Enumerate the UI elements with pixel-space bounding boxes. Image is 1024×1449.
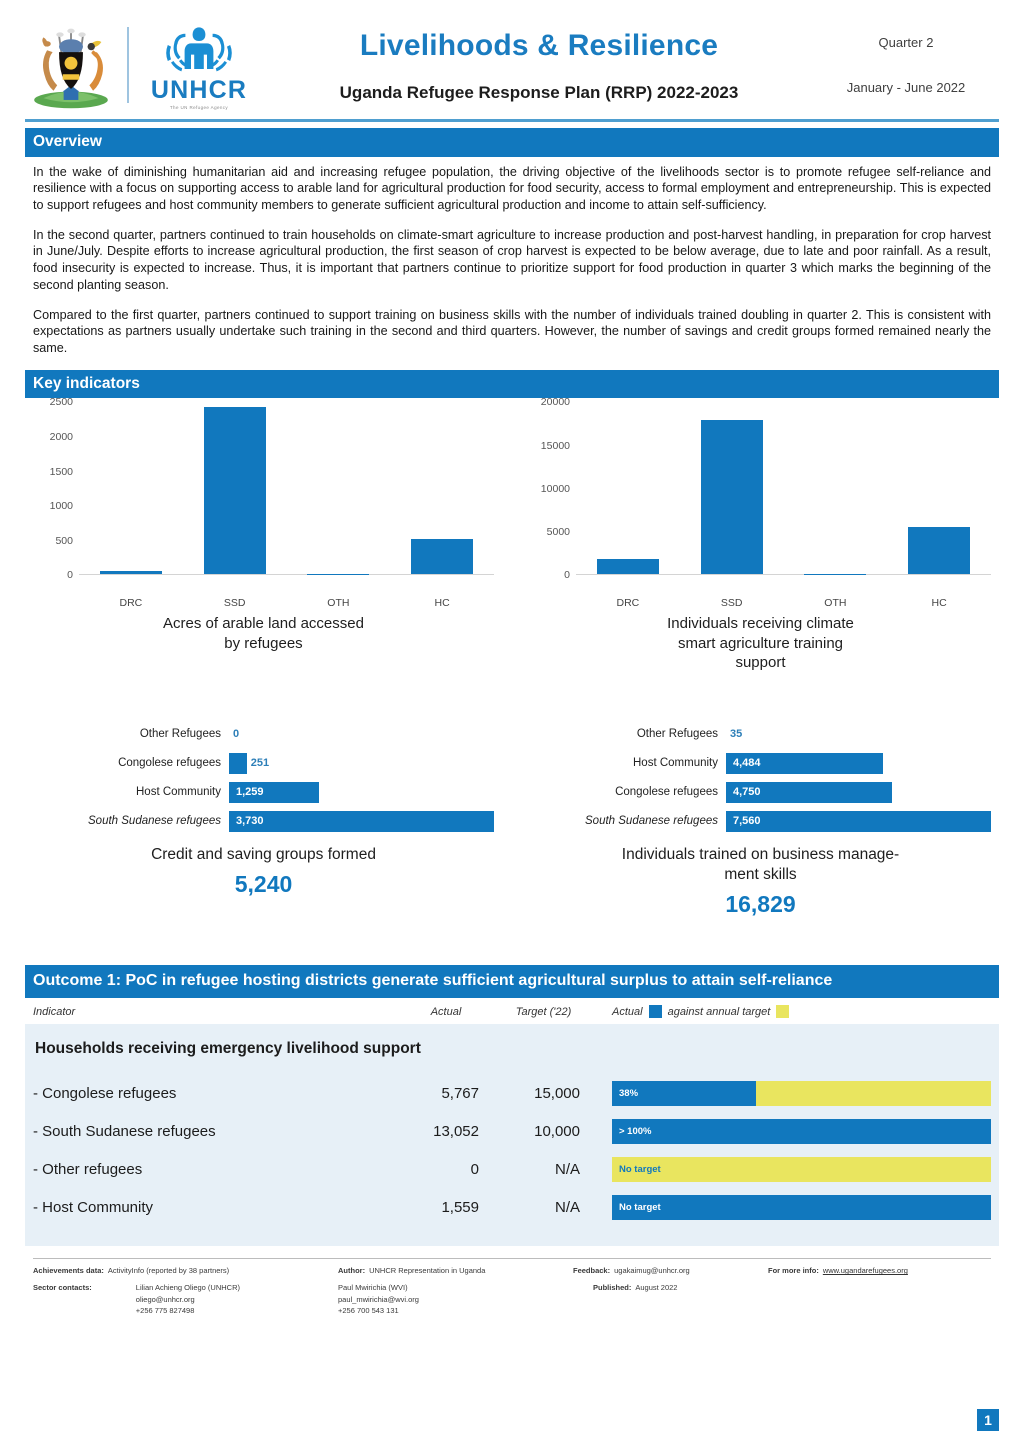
row-progress	[596, 1081, 991, 1106]
bar-slot	[680, 402, 784, 574]
y-tick: 0	[564, 569, 570, 582]
published-label: Published:	[593, 1283, 632, 1292]
y-tick: 10000	[540, 482, 570, 495]
bar-drc	[597, 559, 659, 574]
unhcr-logo	[139, 21, 259, 110]
page-footer	[25, 1265, 999, 1317]
plot-area	[79, 402, 494, 575]
row-label: Congolese refugees	[615, 786, 718, 799]
contact-block	[338, 1282, 573, 1317]
y-tick: 20000	[540, 396, 570, 409]
sector-contacts	[33, 1282, 338, 1317]
footer-divider	[33, 1258, 991, 1259]
vertical-bar-chart	[33, 396, 494, 594]
column-header-indicator: Indicator	[33, 1005, 76, 1018]
uganda-coat-of-arms-icon	[25, 19, 117, 111]
bar-drc	[100, 571, 162, 574]
bar-track	[726, 778, 991, 807]
bar-host-community	[726, 753, 883, 774]
bar-hc	[908, 527, 970, 574]
caption-line: support	[735, 653, 786, 671]
chart-row	[33, 720, 494, 749]
row-label: Other Refugees	[139, 728, 221, 741]
contact-phone: +256 700 543 131	[338, 1306, 399, 1316]
feedback-line	[573, 1265, 768, 1277]
x-tick: OTH	[327, 597, 350, 610]
unhcr-emblem-icon	[155, 21, 243, 77]
bar-track	[229, 807, 494, 836]
row-progress	[596, 1195, 991, 1220]
bar-value: 251	[250, 757, 270, 770]
chart-row	[33, 807, 494, 836]
more-info-label: For more info:	[768, 1266, 819, 1276]
bar-host-community	[229, 782, 319, 803]
footer-column-more-info	[768, 1265, 991, 1317]
x-tick: HC	[434, 597, 450, 610]
row-label: Host Community	[136, 786, 221, 799]
bar-hc	[411, 539, 473, 575]
date-block	[813, 35, 999, 95]
column-header-target: Target ('22)	[515, 1005, 572, 1018]
row-indicator: - Congolese refugees	[33, 1084, 177, 1102]
footer-column-feedback	[573, 1265, 768, 1317]
page-subtitle: Uganda Refugee Response Plan (RRP) 2022-2023	[339, 82, 739, 102]
progress-label: 38%	[619, 1087, 639, 1099]
table-header-row	[25, 998, 999, 1024]
bar-south-sudanese-refugees	[726, 811, 991, 832]
published-line	[573, 1282, 768, 1294]
bar-congolese-refugees	[229, 753, 247, 774]
row-progress	[596, 1157, 991, 1182]
bar-value: 1,259	[236, 786, 264, 799]
row-actual: 0	[470, 1160, 479, 1178]
contact-name: Lilian Achieng Oliego (UNHCR)	[135, 1283, 240, 1292]
caption-line: smart agriculture training	[677, 634, 844, 652]
progress-label: No target	[619, 1201, 661, 1213]
y-tick: 5000	[546, 526, 570, 539]
chart-business-management-training	[530, 676, 991, 918]
period-label: January - June 2022	[846, 80, 966, 95]
x-tick: DRC	[119, 597, 143, 610]
contact-email[interactable]: oliego@unhcr.org	[135, 1294, 195, 1304]
row-label: South Sudanese refugees	[585, 815, 718, 828]
footer-column-author	[338, 1265, 573, 1317]
indicator-group-title: Households receiving emergency livelihood support	[35, 1040, 421, 1058]
page-header	[25, 0, 999, 116]
legend-label-against: against annual target	[667, 1005, 771, 1018]
progress-fill	[612, 1119, 991, 1144]
chart-row	[530, 720, 991, 749]
caption-line: Individuals receiving climate	[667, 615, 854, 633]
author-line	[338, 1265, 573, 1277]
title-block	[275, 28, 813, 103]
caption-line: ment skills	[724, 866, 797, 884]
caption-line: Individuals trained on business manage-	[621, 845, 900, 863]
bar-value: 4,750	[733, 786, 761, 799]
y-tick: 0	[67, 569, 73, 582]
overview-paragraph: Compared to the first quarter, partners continued to support training on business skills with the number of individuals trained doubling in quarter 2. This is consistent with expectations as partners usually undertake such training in the second and third quarters. However, the number of savings and credit groups formed remained nearly the same.	[33, 307, 991, 356]
progress-bar	[612, 1157, 991, 1182]
bar-oth	[307, 574, 369, 575]
more-info-line	[768, 1265, 991, 1277]
progress-bar	[612, 1119, 991, 1144]
horizontal-bar-chart	[530, 720, 991, 836]
row-label: South Sudanese refugees	[88, 815, 221, 828]
column-header-actual: Actual	[430, 1005, 462, 1018]
table-row	[33, 1074, 991, 1112]
vertical-bar-chart	[530, 396, 991, 594]
feedback-label: Feedback:	[573, 1266, 611, 1276]
author-label: Author:	[338, 1266, 366, 1276]
bar-value: 0	[233, 728, 240, 741]
unhcr-wordmark: UNHCR	[150, 75, 248, 104]
bar-oth	[804, 574, 866, 575]
vertical-charts-row	[25, 396, 999, 672]
table-row	[33, 1112, 991, 1150]
bar-congolese-refugees	[726, 782, 892, 803]
caption-line: by refugees	[224, 634, 303, 652]
horizontal-bar-chart	[33, 720, 494, 836]
bar-south-sudanese-refugees	[229, 811, 494, 832]
x-tick: HC	[931, 597, 947, 610]
progress-bar	[612, 1195, 991, 1220]
x-axis	[79, 594, 494, 609]
overview-paragraph: In the wake of diminishing humanitarian aid and increasing refugee population, the driving objective of the livelihoods sector is to promote refugee self-reliance and resilience with a focus on supporting access to arable land for agricultural production for food security, access to formal employment and entrepreneurship. This is expected to support refugees and host community members to generate sufficient agricultural production and income to attain self-sufficiency.	[33, 164, 991, 212]
logo-group	[25, 19, 275, 111]
row-label: Other Refugees	[636, 728, 718, 741]
chart-caption	[530, 845, 991, 885]
chart-row	[530, 807, 991, 836]
page-number-badge: 1	[977, 1409, 999, 1431]
legend-swatch-actual-icon	[649, 1005, 662, 1018]
row-target: N/A	[554, 1160, 580, 1178]
chart-acres-arable-land	[33, 396, 494, 672]
chart-caption	[33, 614, 494, 652]
chart-climate-smart-training	[530, 396, 991, 672]
bar-value: 35	[730, 728, 743, 741]
bar-value: 7,560	[733, 815, 761, 828]
y-axis	[530, 396, 576, 582]
row-indicator: - Other refugees	[33, 1160, 143, 1178]
author-value: UNHCR Representation in Uganda	[369, 1266, 486, 1276]
row-label: Congolese refugees	[118, 757, 221, 770]
page-title: Livelihoods & Resilience	[359, 28, 719, 62]
bar-slot	[183, 402, 287, 574]
header-divider	[25, 119, 999, 122]
chart-credit-saving-groups	[33, 676, 494, 918]
row-target: 10,000	[534, 1122, 580, 1140]
bar-track	[726, 807, 991, 836]
bar-slot	[576, 402, 680, 574]
row-progress	[596, 1119, 991, 1144]
bar-ssd	[701, 420, 763, 575]
x-tick: OTH	[824, 597, 847, 610]
table-row	[33, 1150, 991, 1188]
bar-ssd	[204, 407, 266, 575]
achievements-label: Achievements data:	[33, 1266, 104, 1276]
y-tick: 2000	[49, 430, 73, 443]
unhcr-tagline: The UN Refugee Agency	[169, 104, 229, 110]
row-actual: 13,052	[433, 1122, 479, 1140]
chart-caption: Credit and saving groups formed	[151, 845, 376, 863]
contact-name: Paul Mwirichia (WVI)	[338, 1283, 408, 1292]
y-tick: 1500	[49, 465, 73, 478]
bar-slot	[784, 402, 888, 574]
row-indicator: - Host Community	[33, 1198, 154, 1216]
logo-divider	[127, 27, 129, 103]
bar-track	[229, 749, 494, 778]
bar-value: 4,484	[733, 757, 761, 770]
footer-column-sources	[33, 1265, 338, 1317]
horizontal-charts-row	[25, 676, 999, 918]
chart-row	[530, 749, 991, 778]
bar-value: 3,730	[236, 815, 264, 828]
progress-label: No target	[619, 1163, 661, 1175]
row-actual: 5,767	[441, 1084, 479, 1102]
bar-track	[726, 720, 991, 749]
chart-total: 5,240	[234, 871, 293, 898]
bar-slot	[287, 402, 391, 574]
legend-label-actual: Actual	[612, 1005, 643, 1018]
contact-email[interactable]: paul_mwirichia@wvi.org	[338, 1294, 419, 1304]
bar-slot	[79, 402, 183, 574]
overview-banner: Overview	[25, 128, 999, 157]
achievements-value: ActivityInfo (reported by 38 partners)	[107, 1266, 230, 1276]
contact-phone: +256 775 827498	[135, 1306, 195, 1316]
chart-row	[33, 749, 494, 778]
bar-track	[229, 720, 494, 749]
progress-fill	[612, 1195, 991, 1220]
overview-body	[25, 157, 999, 357]
x-axis	[576, 594, 991, 609]
y-axis	[33, 396, 79, 582]
plot-area	[576, 402, 991, 575]
published-value: August 2022	[635, 1283, 678, 1292]
chart-total: 16,829	[725, 891, 796, 918]
progress-bar	[612, 1081, 991, 1106]
row-target: N/A	[554, 1198, 580, 1216]
caption-line: Acres of arable land accessed	[163, 615, 364, 633]
outcome-banner: Outcome 1: PoC in refugee hosting districts generate sufficient agricultural surplus to attain self-reliance	[25, 965, 999, 998]
x-tick: DRC	[616, 597, 640, 610]
row-target: 15,000	[534, 1084, 580, 1102]
table-row	[33, 1188, 991, 1226]
legend-swatch-target-icon	[776, 1005, 789, 1018]
y-tick: 15000	[540, 439, 570, 452]
chart-row	[33, 778, 494, 807]
outcome-section	[25, 965, 999, 1246]
y-tick: 1000	[49, 500, 73, 513]
row-actual: 1,559	[441, 1198, 479, 1216]
progress-fill	[612, 1081, 756, 1106]
bar-slot	[887, 402, 991, 574]
x-tick: SSD	[720, 597, 743, 610]
more-info-link[interactable]: www.ugandarefugees.org	[822, 1266, 908, 1276]
y-tick: 2500	[49, 396, 73, 409]
y-tick: 500	[55, 534, 73, 547]
chart-legend	[596, 1005, 991, 1018]
quarter-label: Quarter 2	[878, 35, 934, 50]
contact-block	[92, 1282, 240, 1317]
row-indicator: - South Sudanese refugees	[33, 1122, 216, 1140]
contacts-label: Sector contacts:	[33, 1283, 92, 1292]
bar-track	[229, 778, 494, 807]
overview-paragraph: In the second quarter, partners continued to train households on climate-smart agriculture to increase production and post-harvest handling, in preparation for crop harvest in June/July. Despite efforts to increase agricultural production, the first season of crop harvest is expected to be below average, due to late and poor rainfall. As a result, food insecurity is expected to increase. Thus, it is important that partners continue to prioritize support for food production in quarter 3 which marks the beginning of the second planting season.	[33, 227, 991, 292]
progress-label: > 100%	[619, 1125, 652, 1137]
table-body	[25, 1024, 999, 1246]
key-indicators-banner: Key indicators	[25, 370, 999, 399]
x-tick: SSD	[223, 597, 246, 610]
feedback-value[interactable]: ugakaimug@unhcr.org	[614, 1266, 690, 1276]
chart-caption	[530, 614, 991, 672]
achievements-data	[33, 1265, 338, 1277]
chart-row	[530, 778, 991, 807]
bar-track	[726, 749, 991, 778]
row-label: Host Community	[633, 757, 718, 770]
bar-slot	[390, 402, 494, 574]
